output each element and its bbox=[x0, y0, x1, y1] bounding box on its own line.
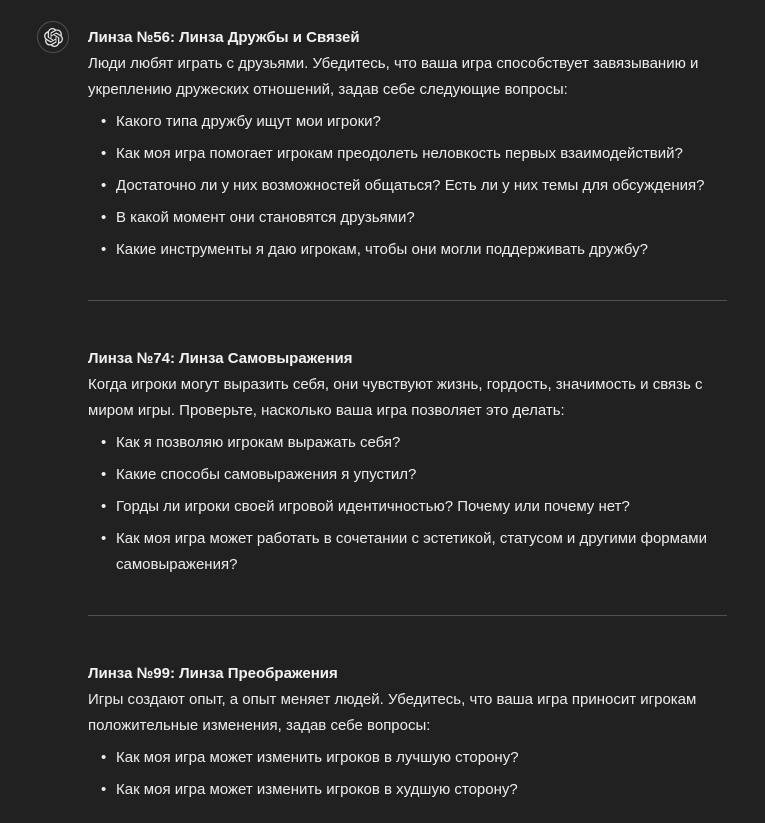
lens-question-list bbox=[88, 430, 727, 578]
openai-logo-icon bbox=[44, 28, 63, 47]
lens-section-74 bbox=[88, 346, 727, 578]
lens-question: • Как моя игра может изменить игроков в худшую сторону? bbox=[88, 777, 727, 803]
assistant-avatar bbox=[37, 21, 69, 53]
lens-heading: Линза №99: Линза Преображения bbox=[88, 665, 338, 682]
lens-question: • Как моя игра может работать в сочетании с эстетикой, статусом и другими формами самовыражения? bbox=[88, 526, 727, 578]
lens-question: • В какой момент они становятся друзьями? bbox=[88, 205, 727, 231]
lens-description: Игры создают опыт, а опыт меняет людей. Убедитесь, что ваша игра приносит игрокам положительные изменения, задав себе вопросы: bbox=[88, 691, 697, 734]
lens-section-56 bbox=[88, 25, 727, 263]
message-content bbox=[88, 21, 727, 809]
section-divider bbox=[88, 615, 727, 616]
lens-question-list bbox=[88, 109, 727, 263]
lens-question: • Как моя игра может изменить игроков в лучшую сторону? bbox=[88, 745, 727, 771]
lens-question: • Как моя игра помогает игрокам преодолеть неловкость первых взаимодействий? bbox=[88, 141, 727, 167]
lens-section-99 bbox=[88, 661, 727, 803]
lens-heading: Линза №56: Линза Дружбы и Связей bbox=[88, 29, 360, 46]
lens-question: • Какие инструменты я даю игрокам, чтобы они могли поддерживать дружбу? bbox=[88, 237, 727, 263]
lens-question: • Горды ли игроки своей игровой идентичностью? Почему или почему нет? bbox=[88, 494, 727, 520]
lens-question: • Какие способы самовыражения я упустил? bbox=[88, 462, 727, 488]
lens-heading: Линза №74: Линза Самовыражения bbox=[88, 350, 353, 367]
lens-question-list bbox=[88, 745, 727, 803]
lens-question: • Достаточно ли у них возможностей общаться? Есть ли у них темы для обсуждения? bbox=[88, 173, 727, 199]
lens-description: Когда игроки могут выразить себя, они чувствуют жизнь, гордость, значимость и связь с миром игры. Проверьте, насколько ваша игра позволяет это делать: bbox=[88, 376, 703, 419]
lens-question: • Какого типа дружбу ищут мои игроки? bbox=[88, 109, 727, 135]
lens-description: Люди любят играть с друзьями. Убедитесь, что ваша игра способствует завязыванию и укреплению дружеских отношений, задав себе следующие вопросы: bbox=[88, 55, 699, 98]
lens-question: • Как я позволяю игрокам выражать себя? bbox=[88, 430, 727, 456]
section-divider bbox=[88, 300, 727, 301]
